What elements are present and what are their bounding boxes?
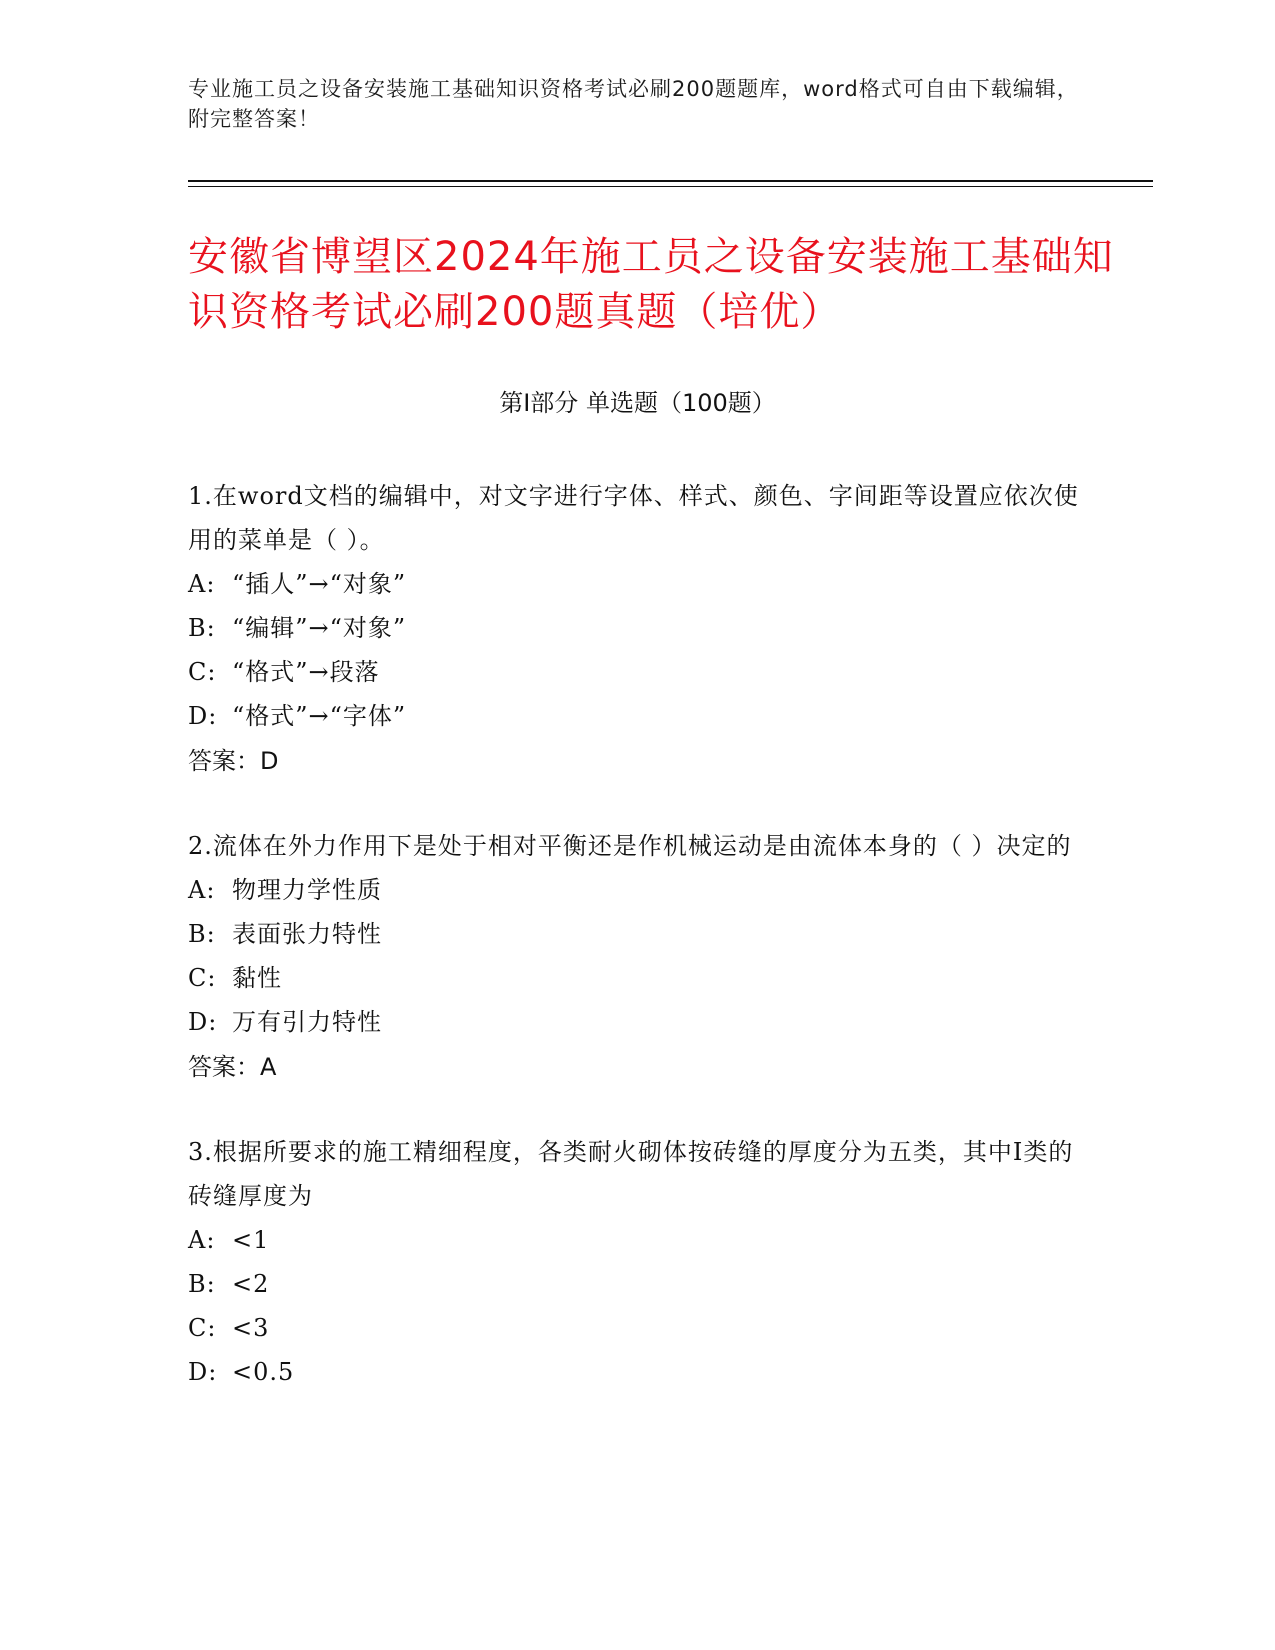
option-text: “格式”→“字体” [232,702,407,730]
option-c [188,956,1088,1000]
option-a [188,562,1088,606]
header-divider-thin [188,186,1153,187]
header-note: 专业施工员之设备安装施工基础知识资格考试必刷200题题库，word格式可自由下载编辑，附完整答案！ [188,77,1079,131]
option-key: A: [188,876,216,904]
option-key: A: [188,1226,216,1254]
option-d [188,694,1088,738]
option-d [188,1350,1088,1394]
option-text: 万有引力特性 [232,1008,382,1036]
question-list [188,474,1088,1434]
option-text: <3 [232,1314,270,1342]
answer-label: 答案： [188,1053,260,1081]
header-divider-thick [188,180,1153,182]
answer-label: 答案： [188,747,260,775]
question-2 [188,824,1088,1090]
question-3 [188,1130,1088,1394]
document-title: 安徽省博望区2024年施工员之设备安装施工基础知识资格考试必刷200题真题（培优） [188,234,1114,335]
option-key: B: [188,1270,216,1298]
option-text: <1 [232,1226,270,1254]
section-heading: 第I部分 单选题（100题） [499,389,776,417]
option-a [188,1218,1088,1262]
answer-value: D [260,747,279,775]
answer-line [188,1044,1088,1090]
option-text: <2 [232,1270,270,1298]
option-text: <0.5 [232,1358,295,1386]
option-key: D: [188,702,218,730]
option-key: D: [188,1008,218,1036]
option-key: C: [188,1314,217,1342]
option-c [188,650,1088,694]
answer-line [188,738,1088,784]
option-text: 物理力学性质 [232,876,382,904]
question-1 [188,474,1088,784]
option-b [188,1262,1088,1306]
question-stem: 3.根据所要求的施工精细程度，各类耐火砌体按砖缝的厚度分为五类，其中Ⅰ类的砖缝厚度为 [188,1138,1074,1210]
option-text: “编辑”→“对象” [232,614,407,642]
option-text: “插人”→“对象” [232,570,407,598]
option-key: C: [188,964,217,992]
option-d [188,1000,1088,1044]
question-stem: 2.流体在外力作用下是处于相对平衡还是作机械运动是由流体本身的（ ）决定的 [188,832,1072,860]
option-text: “格式”→段落 [232,658,380,686]
option-a [188,868,1088,912]
question-stem: 1.在word文档的编辑中，对文字进行字体、样式、颜色、字间距等设置应依次使用的菜单是（ ）。 [188,482,1079,554]
option-b [188,606,1088,650]
answer-value: A [260,1053,277,1081]
option-key: B: [188,614,216,642]
option-key: D: [188,1358,218,1386]
option-key: A: [188,570,216,598]
option-b [188,912,1088,956]
option-c [188,1306,1088,1350]
option-text: 表面张力特性 [232,920,382,948]
option-text: 黏性 [232,964,282,992]
option-key: C: [188,658,217,686]
option-key: B: [188,920,216,948]
